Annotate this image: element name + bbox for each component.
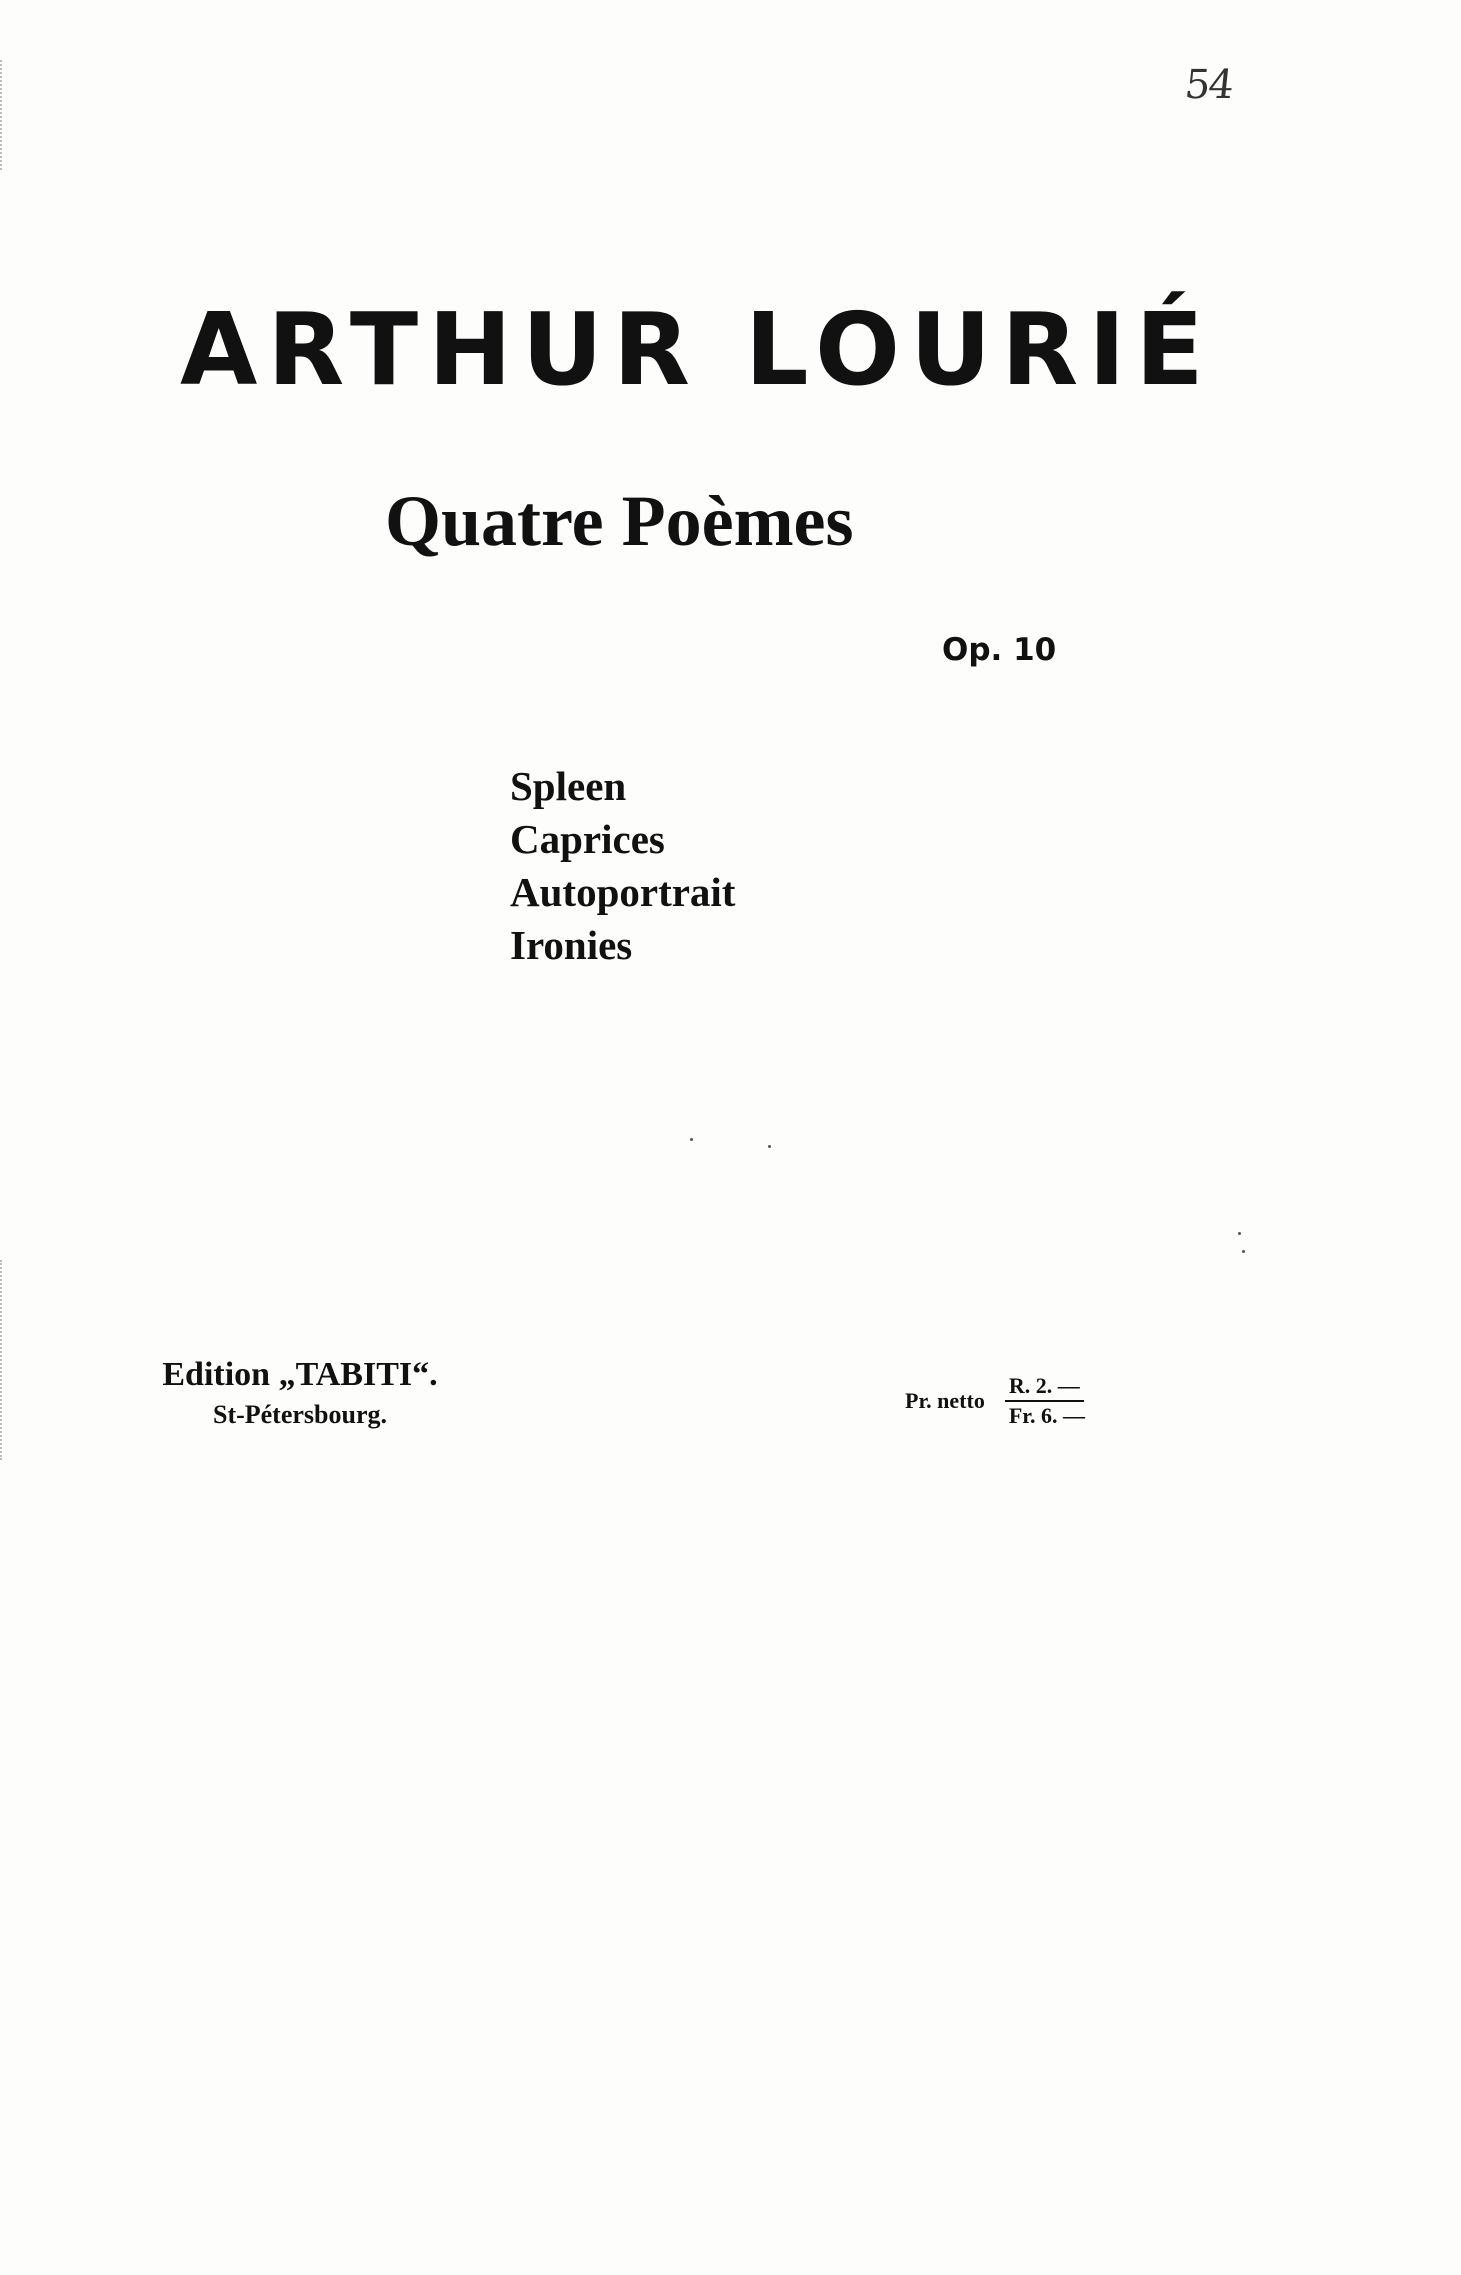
- opus-number: Op. 10: [942, 632, 1057, 668]
- publisher-name: Edition „TABITI“.: [162, 1356, 438, 1393]
- price-label: Pr. netto: [905, 1388, 985, 1413]
- price-block: [905, 1375, 1089, 1427]
- poem-list: [510, 760, 735, 972]
- poem-title: Caprices: [510, 816, 665, 862]
- scan-speck: [768, 1145, 771, 1148]
- handwritten-page-number: 54: [1182, 62, 1235, 108]
- composer-name: ARTHUR LOURIÉ: [180, 291, 1214, 408]
- work-title: Quatre Poèmes: [385, 481, 854, 561]
- price-rubles: R. 2. —: [1005, 1375, 1084, 1402]
- publisher-block: [150, 1358, 450, 1428]
- scan-edge-noise: [0, 60, 12, 170]
- price-francs: Fr. 6. —: [1008, 1403, 1086, 1428]
- scan-speck: [690, 1138, 693, 1141]
- price-fraction: [1005, 1375, 1089, 1427]
- publisher-city: St-Pétersbourg.: [212, 1400, 387, 1429]
- poem-title: Ironies: [510, 922, 633, 968]
- scan-speck: [1242, 1250, 1245, 1253]
- scan-edge-noise: [0, 1260, 12, 1460]
- scan-speck: [1238, 1232, 1241, 1235]
- poem-title: Spleen: [510, 763, 627, 809]
- poem-title: Autoportrait: [510, 869, 736, 915]
